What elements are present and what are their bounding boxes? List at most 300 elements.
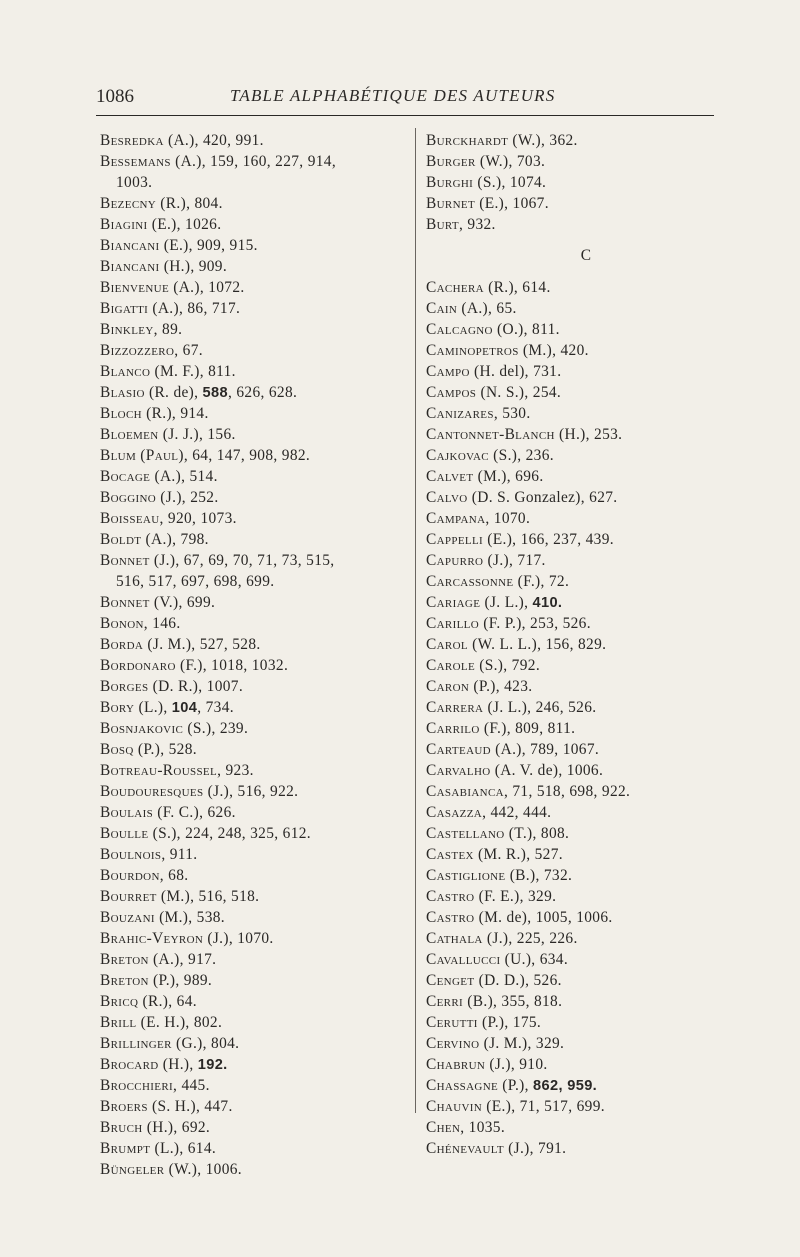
page-refs: (J.), 516, 922. [203,783,299,800]
author-name: Cathala [426,930,483,947]
index-entry [100,1159,405,1180]
author-name: Boggino [100,489,157,506]
page-refs: (M. de), 1005, 1006. [474,909,613,926]
page-refs: (S. H.), 447. [147,1098,233,1115]
index-entry [426,445,716,466]
index-entry [426,802,716,823]
author-name: Caminopetros [426,342,519,359]
index-entry [100,1138,405,1159]
page-refs: (R.), 614. [483,279,551,296]
index-entry [100,739,405,760]
author-name: Breton [100,951,149,968]
index-entry [100,928,405,949]
index-entry [426,403,716,424]
index-entry [100,613,405,634]
index-entry [426,781,716,802]
author-name: Chénevault [426,1140,504,1157]
author-name: Brocard [100,1056,159,1073]
page-refs: , 442, 444. [482,804,552,821]
page-refs: (J. M.), 527, 528. [143,636,261,653]
index-entry [100,907,405,928]
index-entry [426,214,716,235]
right-column [426,130,716,1159]
index-entry [426,1117,716,1138]
author-name: Breton [100,972,149,989]
page-refs: (A.), 917. [148,951,217,968]
index-entry [100,865,405,886]
author-name: Castro [426,888,475,905]
index-entry [100,1012,405,1033]
column-divider [415,128,416,1113]
index-entry [100,256,405,277]
author-name: Bory [100,699,135,716]
author-name: Boudouresques [100,783,204,800]
page-refs: (E.), 71, 517, 699. [482,1098,605,1115]
page-refs: , 89. [153,321,183,338]
author-name: Bienvenue [100,279,170,296]
index-entry [426,1096,716,1117]
author-name: Cappelli [426,531,484,548]
page-refs: (J.), 717. [483,552,546,569]
page-refs: (F. E.), 329. [474,888,557,905]
author-name: Castro [426,909,475,926]
index-entry [100,550,405,571]
index-entry [100,403,405,424]
page-refs: (S.), 224, 248, 325, 612. [148,825,311,842]
author-name: Cavallucci [426,951,501,968]
author-name: Brill [100,1014,137,1031]
page-refs: , 67. [174,342,203,359]
author-name: Bordonaro [100,657,176,674]
index-entry [426,361,716,382]
page-refs: (F. C.), 626. [153,804,236,821]
index-entry [426,886,716,907]
page-refs: (R.), 914. [141,405,209,422]
page-refs: (E.), 166, 237, 439. [483,531,614,548]
author-name: Calvet [426,468,474,485]
author-name: Campana [426,510,486,527]
page-ref-bold: 588 [202,385,228,401]
index-entry [100,508,405,529]
index-entry [426,193,716,214]
index-entry [100,1054,405,1075]
page-refs: (E.), 1026. [147,216,222,233]
page-refs: (M.), 420. [518,342,589,359]
index-entry [100,487,405,508]
index-entry [426,1075,716,1096]
index-entry [426,466,716,487]
page-refs: (U.), 634. [500,951,569,968]
index-entry [426,844,716,865]
page-refs: (H.), 692. [142,1119,211,1136]
page-refs: , 734. [197,699,234,716]
index-entry [100,697,405,718]
page-refs: (J.), 67, 69, 70, 71, 73, 515, [149,552,335,569]
page-refs: (J. M.), 329. [479,1035,565,1052]
index-entry [426,928,716,949]
page-refs: (J.), 1070. [203,930,274,947]
author-name: Bruch [100,1119,143,1136]
page-ref-bold: 862, 959. [533,1078,598,1094]
author-name: Cantonnet-Blanch [426,426,555,443]
index-entry [426,760,716,781]
index-entry [426,592,716,613]
index-entry [100,340,405,361]
index-entry [100,1075,405,1096]
author-name: Besredka [100,132,164,149]
page-refs: (F.), 809, 811. [479,720,576,737]
index-entry [100,319,405,340]
author-name: Carrilo [426,720,480,737]
author-name: Biagini [100,216,148,233]
index-entry [100,1117,405,1138]
author-name: Carteaud [426,741,491,758]
page-refs: (S.), 239. [183,720,249,737]
page-refs: (G.), 804. [171,1035,240,1052]
index-entry [100,718,405,739]
page-refs: (P.), 175. [477,1014,542,1031]
index-entry [100,466,405,487]
author-name: Bonnet [100,594,150,611]
index-entry [426,571,716,592]
letter-heading: C [580,247,592,264]
page-refs: (A.), 798. [141,531,209,548]
index-entry [100,1096,405,1117]
index-entry [426,424,716,445]
author-name: Biancani [100,258,160,275]
index-entry [426,739,716,760]
author-name: Bezecny [100,195,157,212]
page-ref-bold: 192. [197,1057,228,1073]
page-header [96,86,714,112]
page-refs: (P.), 423. [469,678,533,695]
index-entry [426,970,716,991]
author-name: Bosnjakovic [100,720,184,737]
author-name: Castellano [426,825,505,842]
index-entry [426,382,716,403]
index-entry [100,886,405,907]
index-entry [100,844,405,865]
page-refs: (M.), 696. [473,468,544,485]
page-ref-bold: 410. [532,595,563,611]
page-refs: (N. S.), 254. [476,384,562,401]
page-refs: , 1070. [485,510,531,527]
author-name: Chassagne [426,1077,499,1094]
author-name: Chen [426,1119,461,1136]
author-name: Boldt [100,531,142,548]
author-name: Borges [100,678,149,695]
author-name: Binkley [100,321,154,338]
page-refs: , 68. [159,867,189,884]
index-entry [426,676,716,697]
page-refs: (F.), 72. [513,573,570,590]
page-refs: (D. D.), 526. [474,972,562,989]
index-entry [100,676,405,697]
page-refs: (J. J.), 156. [158,426,236,443]
author-name: Burnet [426,195,476,212]
page-refs: (W.), 1006. [164,1161,242,1178]
page-refs: (A.), 1072. [169,279,245,296]
index-entry [426,319,716,340]
index-entry [426,529,716,550]
author-name: Calvo [426,489,468,506]
author-name: Carcassonne [426,573,514,590]
index-entry [426,718,716,739]
page-refs: (W.), 703. [475,153,546,170]
running-title: TABLE ALPHABÉTIQUE DES AUTEURS [230,86,556,105]
author-name: Brahic-Veyron [100,930,204,947]
index-entry [426,340,716,361]
page-refs: (S.), 236. [488,447,554,464]
page-refs: (E. H.), 802. [136,1014,223,1031]
page-refs: (D. R.), 1007. [148,678,244,695]
index-entry [100,445,405,466]
page-refs: , 920, 1073. [159,510,237,527]
author-name: Cachera [426,279,484,296]
author-name: Carole [426,657,476,674]
author-name: Bizzozzero [100,342,175,359]
page-refs: , 932. [459,216,496,233]
index-entry [100,298,405,319]
page-refs: (A.), 159, 160, 227, 914, [170,153,337,170]
page-refs: (P.), [498,1077,534,1094]
entry-continuation: 516, 517, 697, 698, 699. [116,573,275,590]
index-entry [426,655,716,676]
index-entry [426,823,716,844]
author-name: Burger [426,153,476,170]
author-name: Burghi [426,174,474,191]
page-refs: (B.), 732. [505,867,573,884]
index-entry [100,277,405,298]
author-name: Cerri [426,993,464,1010]
index-entry [100,802,405,823]
author-name: Campos [426,384,477,401]
page-refs: (M.), 516, 518. [156,888,260,905]
page-refs: (L.), 614. [150,1140,217,1157]
page-refs: (T.), 808. [504,825,570,842]
author-name: Chauvin [426,1098,483,1115]
index-entry [426,949,716,970]
author-name: Brumpt [100,1140,151,1157]
author-name: Bosq [100,741,134,758]
author-name: Canizares [426,405,494,422]
page-refs: (J.), 252. [156,489,219,506]
index-entry [426,1012,716,1033]
index-entry [426,277,716,298]
entry-continuation: 1003. [116,174,153,191]
index-entry [100,760,405,781]
author-name: Carvalho [426,762,491,779]
author-name: Casabianca [426,783,504,800]
index-entry [426,550,716,571]
index-entry [426,1138,716,1159]
author-name: Bloemen [100,426,159,443]
author-name: Bricq [100,993,139,1010]
page-refs: , 923. [217,762,254,779]
index-entry [426,613,716,634]
page-refs: (J.), 225, 226. [482,930,578,947]
author-name: Chabrun [426,1056,486,1073]
author-name: Cariage [426,594,481,611]
page-refs: (H.), 253. [554,426,623,443]
page-refs: (J. L.), 246, 526. [483,699,597,716]
index-entry [100,970,405,991]
index-entry [426,1033,716,1054]
index-entry [426,634,716,655]
index-entry [100,634,405,655]
page-refs: (F.), 1018, 1032. [175,657,289,674]
author-name: Boulle [100,825,149,842]
author-name: Cervino [426,1035,480,1052]
page-refs: (B.), 355, 818. [463,993,563,1010]
author-name: Carillo [426,615,480,632]
author-name: Boulnois [100,846,162,863]
page-refs: (W.), 362. [508,132,578,149]
index-entry [426,487,716,508]
author-name: Castiglione [426,867,506,884]
author-name: Botreau-Roussel [100,762,218,779]
page-refs: (F. P.), 253, 526. [479,615,591,632]
author-name: Cenget [426,972,475,989]
page-refs: , 530. [493,405,531,422]
index-entry [426,697,716,718]
index-entry [426,907,716,928]
author-name: Casazza [426,804,483,821]
index-entry [100,655,405,676]
page-refs: , 445. [173,1077,210,1094]
author-name: Blanco [100,363,151,380]
page-refs: (S.), 792. [475,657,541,674]
index-entry [100,592,405,613]
page-refs: (E.), 1067. [475,195,549,212]
author-name: Caron [426,678,470,695]
author-name: Brillinger [100,1035,172,1052]
author-name: Bourdon [100,867,160,884]
left-column [100,130,405,1180]
page-refs: (D. S. Gonzalez), 627. [467,489,618,506]
author-name: Capurro [426,552,484,569]
author-name: Borda [100,636,144,653]
index-entry [100,382,405,403]
page-refs: (M. R.), 527. [473,846,563,863]
page-refs: , 71, 518, 698, 922. [503,783,631,800]
index-entry [426,298,716,319]
index-entry [100,235,405,256]
page-refs: , 146. [143,615,181,632]
page-refs: (W. L. L.), 156, 829. [467,636,607,653]
author-name: Bouzani [100,909,155,926]
page-refs: (J. L.), [480,594,533,611]
index-entry [100,214,405,235]
page-refs: , 64, 147, 908, 982. [183,447,311,464]
author-name: Castex [426,846,474,863]
index-entry [426,1054,716,1075]
index-entry [426,991,716,1012]
author-name: Blum (Paul) [100,447,184,464]
index-entry [100,823,405,844]
author-name: Burckhardt [426,132,509,149]
index-entry [100,361,405,382]
page-refs: (A.), 65. [457,300,517,317]
index-entry [100,949,405,970]
page-refs: , 1035. [460,1119,506,1136]
index-entry [100,424,405,445]
page-refs: (R. de), [144,384,203,401]
page-refs: (P.), 989. [148,972,213,989]
page-refs: (H.), [158,1056,198,1073]
index-entry [426,130,716,151]
author-name: Biancani [100,237,160,254]
author-name: Cerutti [426,1014,478,1031]
author-name: Broers [100,1098,148,1115]
page-refs: (R.), 64. [138,993,197,1010]
page-refs: (O.), 811. [492,321,560,338]
author-name: Blasio [100,384,145,401]
page-refs: (J.), 910. [485,1056,548,1073]
page-refs: (E.), 909, 915. [159,237,258,254]
author-name: Bigatti [100,300,149,317]
author-name: Calcagno [426,321,493,338]
index-entry [100,193,405,214]
header-rule [96,115,714,116]
page-ref-bold: 104 [171,700,198,716]
page-refs: , 911. [161,846,198,863]
author-name: Bessemans [100,153,171,170]
author-name: Bourret [100,888,157,905]
author-name: Büngeler [100,1161,165,1178]
author-name: Burt [426,216,460,233]
author-name: Bonnet [100,552,150,569]
page-refs: (H.), 909. [159,258,228,275]
page-refs: (M.), 538. [154,909,225,926]
index-entry [100,781,405,802]
author-name: Bloch [100,405,142,422]
author-name: Brocchieri [100,1077,174,1094]
index-entry [426,151,716,172]
index-entry [100,1033,405,1054]
page-refs: (M. F.), 811. [150,363,236,380]
page-refs: (A.), 789, 1067. [490,741,600,758]
author-name: Cajkovac [426,447,489,464]
page-refs: (A.), 86, 717. [148,300,241,317]
page-refs: (P.), 528. [133,741,197,758]
index-entry [426,172,716,193]
page-refs: (V.), 699. [149,594,216,611]
author-name: Carrera [426,699,484,716]
page-refs: (S.), 1074. [473,174,547,191]
index-entry [100,529,405,550]
index-entry [426,508,716,529]
author-name: Campo [426,363,470,380]
author-name: Cain [426,300,458,317]
page-refs: (H. del), 731. [469,363,562,380]
author-name: Carol [426,636,468,653]
author-name: Bocage [100,468,151,485]
page-refs: (A. V. de), 1006. [490,762,604,779]
author-name: Bonon [100,615,144,632]
index-entry [100,130,405,151]
author-name: Boulais [100,804,154,821]
page-refs: (L.), [134,699,172,716]
index-entry [100,151,405,172]
page-refs: (J.), 791. [503,1140,567,1157]
page-refs: , 626, 628. [227,384,298,401]
page-refs: (A.), 514. [150,468,218,485]
page-refs: (R.), 804. [156,195,223,212]
page-number: 1086 [96,86,134,107]
page-refs: (A.), 420, 991. [163,132,264,149]
index-entry [426,865,716,886]
